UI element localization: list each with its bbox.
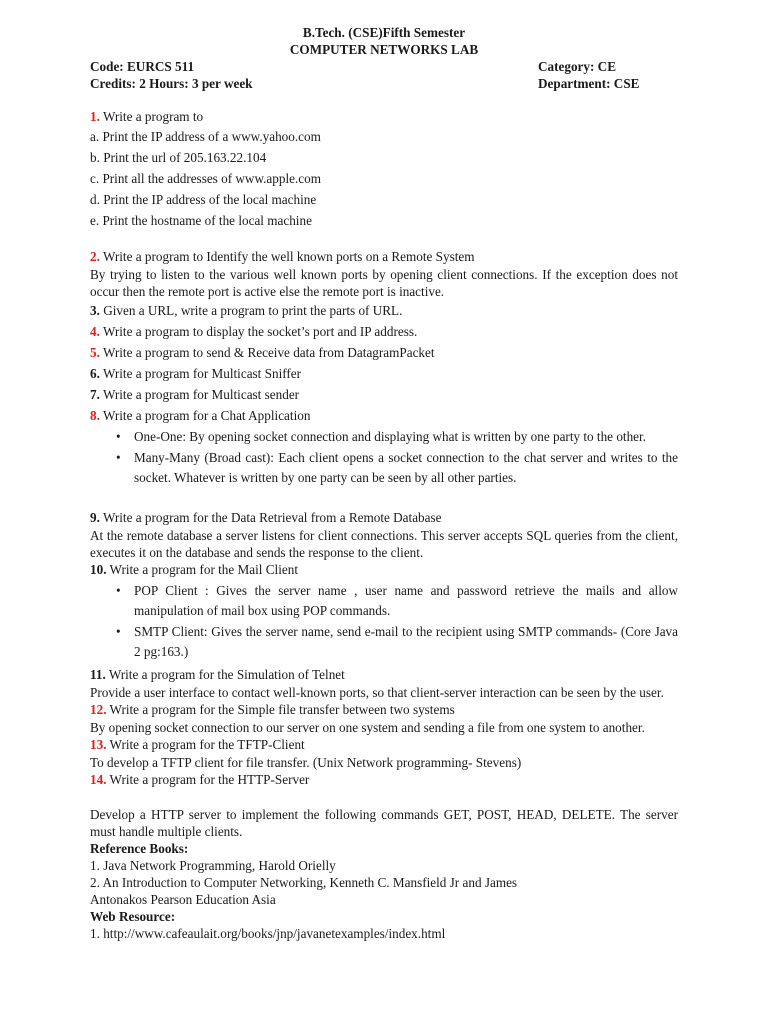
question-10-bullets	[90, 581, 678, 662]
question-text: Write a program for Multicast Sniffer	[102, 366, 302, 381]
question-number: 4.	[90, 324, 100, 339]
question-12	[90, 701, 678, 719]
question-8-bullets	[90, 427, 678, 488]
question-9-description: At the remote database a server listens for client connections. This server accepts SQL queries from the client, executes it on the database and sends the response to the client.	[90, 528, 678, 560]
q1-item-d: d. Print the IP address of the local machine	[90, 192, 317, 207]
question-number: 8.	[90, 408, 100, 423]
q1-item-c: c. Print all the addresses of www.apple.com	[90, 171, 321, 186]
course-credits: Credits: 2 Hours: 3 per week	[90, 76, 253, 91]
question-text: Write a program for the Mail Client	[109, 562, 298, 577]
syllabus-page	[90, 24, 678, 942]
question-number: 14.	[90, 772, 107, 787]
question-5	[90, 344, 678, 362]
question-4	[90, 323, 678, 341]
question-14-description: Develop a HTTP server to implement the following commands GET, POST, HEAD, DELETE. The server must handle multiple clients.	[90, 807, 678, 839]
course-title: COMPUTER NETWORKS LAB	[289, 42, 479, 57]
spacer	[90, 231, 678, 248]
question-6	[90, 365, 678, 383]
course-department: Department: CSE	[538, 76, 640, 91]
spacer	[90, 492, 678, 509]
question-text: Write a program to	[102, 109, 204, 124]
question-9	[90, 509, 678, 527]
question-text: Write a program for a Chat Application	[102, 408, 311, 423]
spacer	[90, 789, 678, 806]
question-11	[90, 666, 678, 684]
reference-books-heading: Reference Books:	[90, 841, 189, 856]
question-13-description: To develop a TFTP client for file transfer. (Unix Network programming- Stevens)	[90, 755, 522, 770]
question-text: Given a URL, write a program to print the parts of URL.	[103, 303, 403, 318]
meta-row-1	[90, 58, 678, 75]
question-text: Write a program for the HTTP-Server	[109, 772, 310, 787]
question-text: Write a program for the Simulation of Telnet	[108, 667, 345, 682]
question-number: 5.	[90, 345, 100, 360]
question-number: 13.	[90, 737, 107, 752]
question-number: 12.	[90, 702, 107, 717]
question-number: 9.	[90, 510, 100, 525]
question-12-description: By opening socket connection to our server on one system and sending a file from one system to another.	[90, 720, 645, 735]
meta-row-2	[90, 75, 678, 92]
bullet-item: • Many-Many (Broad cast): Each client opens a socket connection to the chat server and writes to the socket. Whatever is written by one party can be seen by all other parties.	[90, 448, 678, 488]
question-text: Write a program for Multicast sender	[102, 387, 300, 402]
question-text: Write a program for the Data Retrieval from a Remote Database	[102, 510, 442, 525]
reference-item-1: 1. Java Network Programming, Harold Orielly	[90, 858, 336, 873]
question-number: 1.	[90, 109, 100, 124]
question-text: Write a program to display the socket’s port and IP address.	[102, 324, 418, 339]
question-text: Write a program to send & Receive data from DatagramPacket	[102, 345, 435, 360]
question-2	[90, 248, 678, 266]
q1-item-e: e. Print the hostname of the local machine	[90, 213, 312, 228]
question-number: 3.	[90, 303, 100, 318]
course-code: Code: EURCS 511	[90, 59, 195, 74]
question-3	[90, 302, 678, 320]
question-number: 7.	[90, 387, 100, 402]
bullet-item: • POP Client : Gives the server name , user name and password retrieve the mails and allow manipulation of mail box using POP commands.	[90, 581, 678, 621]
question-1	[90, 108, 678, 126]
question-13	[90, 736, 678, 754]
question-number: 11.	[90, 667, 106, 682]
reference-item-2-continued: Antonakos Pearson Education Asia	[90, 892, 276, 907]
bullet-item: • SMTP Client: Gives the server name, send e-mail to the recipient using SMTP commands- (Core Java 2 pg:163.)	[90, 622, 678, 662]
question-2-description: By trying to listen to the various well known ports by opening client connections. If the exception does not occur then the remote port is active else the remote port is inactive.	[90, 267, 678, 299]
question-7	[90, 386, 678, 404]
bullet-item: • One-One: By opening socket connection and displaying what is written by one party to the other.	[90, 427, 678, 447]
question-number: 10.	[90, 562, 107, 577]
question-10	[90, 561, 678, 579]
question-text: Write a program to Identify the well known ports on a Remote System	[102, 249, 475, 264]
question-text: Write a program for the TFTP-Client	[109, 737, 305, 752]
question-11-description: Provide a user interface to contact well-known ports, so that client-server interaction can be seen by the user.	[90, 685, 664, 700]
question-14	[90, 771, 678, 789]
question-number: 2.	[90, 249, 100, 264]
question-text: Write a program for the Simple file transfer between two systems	[109, 702, 455, 717]
reference-item-2: 2. An Introduction to Computer Networking, Kenneth C. Mansfield Jr and James	[90, 875, 518, 890]
web-resource-heading: Web Resource:	[90, 909, 176, 924]
q1-item-b: b. Print the url of 205.163.22.104	[90, 150, 267, 165]
question-number: 6.	[90, 366, 100, 381]
course-category: Category: CE	[538, 59, 617, 74]
q1-item-a: a. Print the IP address of a www.yahoo.com	[90, 129, 321, 144]
question-8	[90, 407, 678, 425]
course-semester: B.Tech. (CSE)Fifth Semester	[302, 25, 466, 40]
web-resource-link[interactable]: 1. http://www.cafeaulait.org/books/jnp/javanetexamples/index.html	[90, 926, 446, 941]
